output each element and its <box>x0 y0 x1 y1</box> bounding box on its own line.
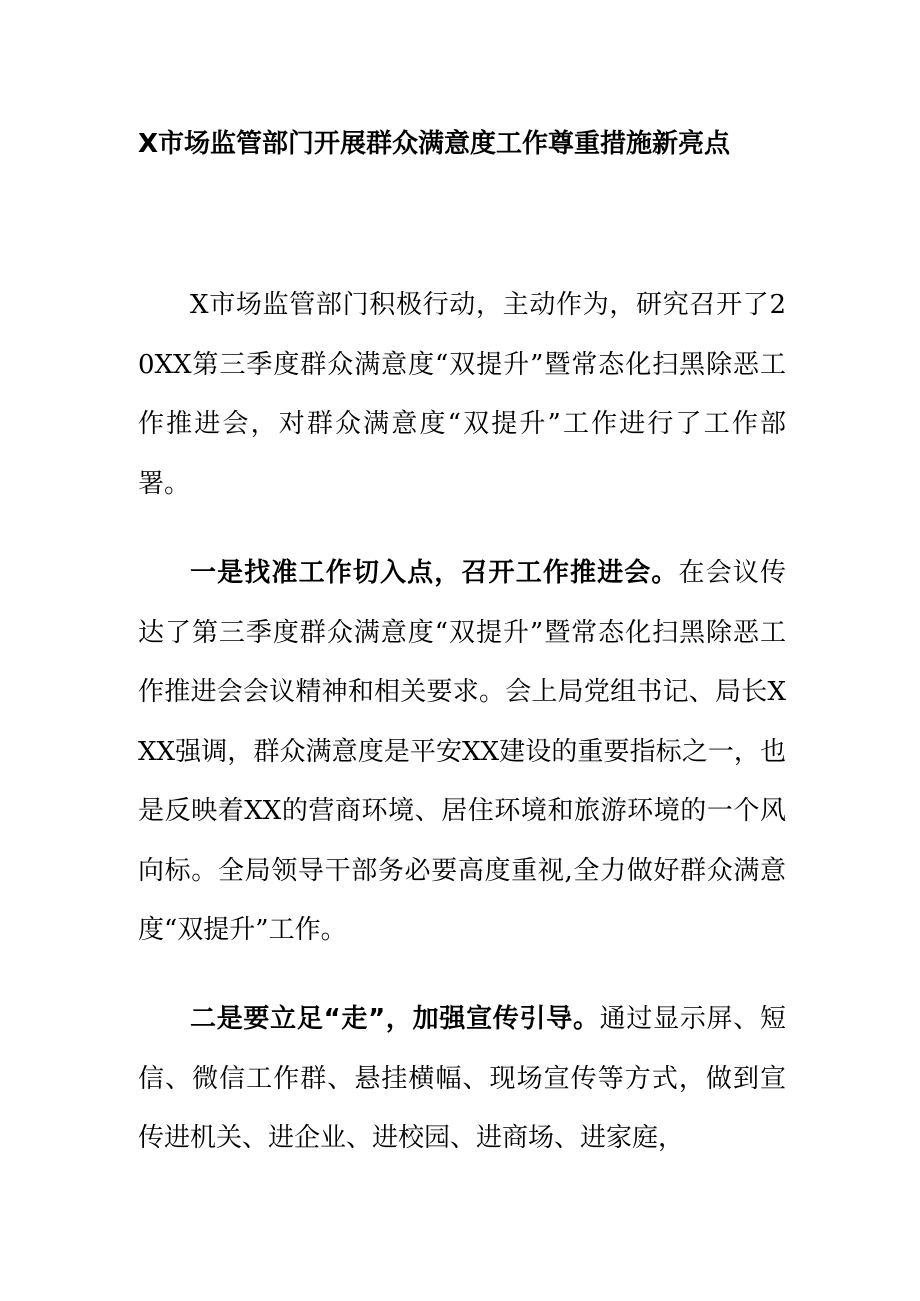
paragraph-point-two <box>138 990 786 1169</box>
paragraph-intro <box>138 276 786 514</box>
paragraph-point-one <box>138 544 786 961</box>
paragraph-body: X市场监管部门积极行动，主动作为，研究召开了20XX第三季度群众满意度“双提升”暨常态化扫黑除恶工作推进会，对群众满意度“双提升”工作进行了工作部署。 <box>138 290 786 499</box>
paragraph-lead: 一是找准工作切入点，召开工作推进会。 <box>190 558 679 588</box>
paragraph-body: 在会议传达了第三季度群众满意度“双提升”暨常态化扫黑除恶工作推进会会议精神和相关要求。会上局党组书记、局长XXX强调，群众满意度是平安XX建设的重要指标之一，也是反映着XX的营商环境、居住环境和旅游环境的一个风向标。全局领导干部务必要高度重视,全力做好群众满意度“双提升”工作。 <box>138 558 786 945</box>
paragraph-body: 通过显示屏、短信、微信工作群、悬挂横幅、现场宣传等方式，做到宣传进机关、进企业、进校园、进商场、进家庭， <box>138 1004 786 1153</box>
paragraph-lead: 二是要立足“走”，加强宣传引导。 <box>190 1004 600 1034</box>
document-title: X市场监管部门开展群众满意度工作尊重措施新亮点 <box>138 129 731 159</box>
